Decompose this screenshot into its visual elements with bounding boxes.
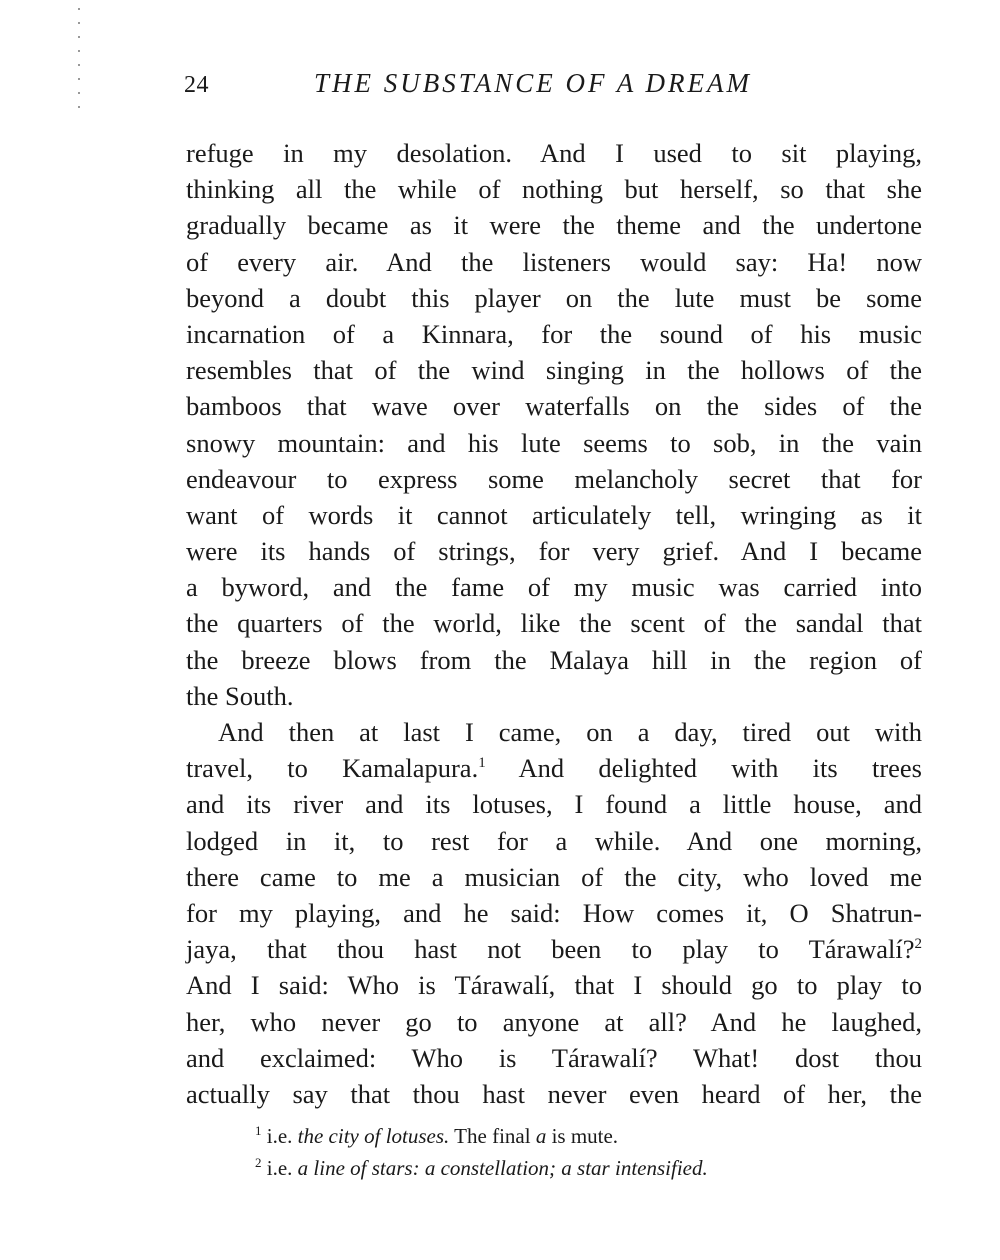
text-line: the South. xyxy=(186,680,294,711)
footnote-italic: a line of stars: a constellation; a star intensified. xyxy=(297,1156,708,1180)
text-line: incarnation of a Kinnara, for the sound of his music xyxy=(186,318,922,349)
text-line: of every air. And the listeners would say: Ha! now xyxy=(186,246,922,277)
running-head xyxy=(184,68,924,108)
text-line: thinking all the while of nothing but herself, so that she xyxy=(186,174,922,205)
footnote-text: is mute. xyxy=(551,1124,619,1148)
text-line: and its river and its lotuses, I found a little house, and xyxy=(186,789,922,820)
page-number: 24 xyxy=(184,72,209,98)
footnote-text: The final xyxy=(454,1124,531,1148)
footnote-marker: 2 xyxy=(914,936,922,953)
text-line: bamboos that wave over waterfalls on the sides of the xyxy=(186,391,922,422)
text-line: snowy mountain: and his lute seems to sob, in the vain xyxy=(186,427,922,458)
footnote-prefix: i.e. xyxy=(266,1156,293,1180)
text-line: a byword, and the fame of my music was carried into xyxy=(186,572,922,603)
text-line: refuge in my desolation. And I used to sit playing, xyxy=(186,138,922,168)
page-title: THE SUBSTANCE OF A DREAM xyxy=(314,68,752,98)
footnotes xyxy=(255,1120,855,1184)
text-line: want of words it cannot articulately tell, wringing as it xyxy=(186,499,922,530)
text-fragment: And delighted with its trees xyxy=(518,753,922,784)
footnote-number: 1 xyxy=(255,1123,262,1138)
text-fragment: jaya, that thou hast not been to play to Tárawalí? xyxy=(186,934,915,965)
text-line: for my playing, and he said: How comes it, O Shatrun- xyxy=(186,897,922,928)
text-line: And I said: Who is Tárawalí, that I should go to play to xyxy=(186,970,922,1001)
footnote-2 xyxy=(255,1152,855,1184)
footnote-italic: a xyxy=(535,1124,547,1148)
text-line: the quarters of the world, like the scent of the sandal that xyxy=(186,608,922,639)
footnote-prefix: i.e. xyxy=(266,1124,293,1148)
text-line: endeavour to express some melancholy secret that for xyxy=(186,463,922,494)
text-line-with-footnote xyxy=(186,750,922,786)
body-text xyxy=(186,135,922,1112)
text-line: there came to me a musician of the city, who loved me xyxy=(186,861,922,892)
text-line: were its hands of strings, for very grief. And I became xyxy=(186,536,922,567)
text-line: actually say that thou hast never even heard of her, the xyxy=(186,1078,922,1109)
text-line: and exclaimed: Who is Tárawalí? What! dost thou xyxy=(186,1042,922,1073)
text-line: the breeze blows from the Malaya hill in the region of xyxy=(186,644,922,675)
footnote-number: 2 xyxy=(255,1155,262,1170)
text-line-with-footnote xyxy=(186,931,922,967)
margin-binding-marks xyxy=(78,8,80,118)
text-line: her, who never go to anyone at all? And he laughed, xyxy=(186,1006,922,1037)
text-line: resembles that of the wind singing in the hollows of the xyxy=(186,355,922,386)
text-line: beyond a doubt this player on the lute must be some xyxy=(186,282,922,313)
footnote-1 xyxy=(255,1120,855,1152)
text-line: lodged in it, to rest for a while. And one morning, xyxy=(186,825,922,856)
footnote-italic: the city of lotuses. xyxy=(297,1124,450,1148)
text-fragment: travel, to Kamalapura. xyxy=(186,753,479,784)
text-line: And then at last I came, on a day, tired out with xyxy=(218,717,922,747)
text-line: gradually became as it were the theme and the undertone xyxy=(186,210,922,241)
footnote-marker: 1 xyxy=(478,755,486,772)
